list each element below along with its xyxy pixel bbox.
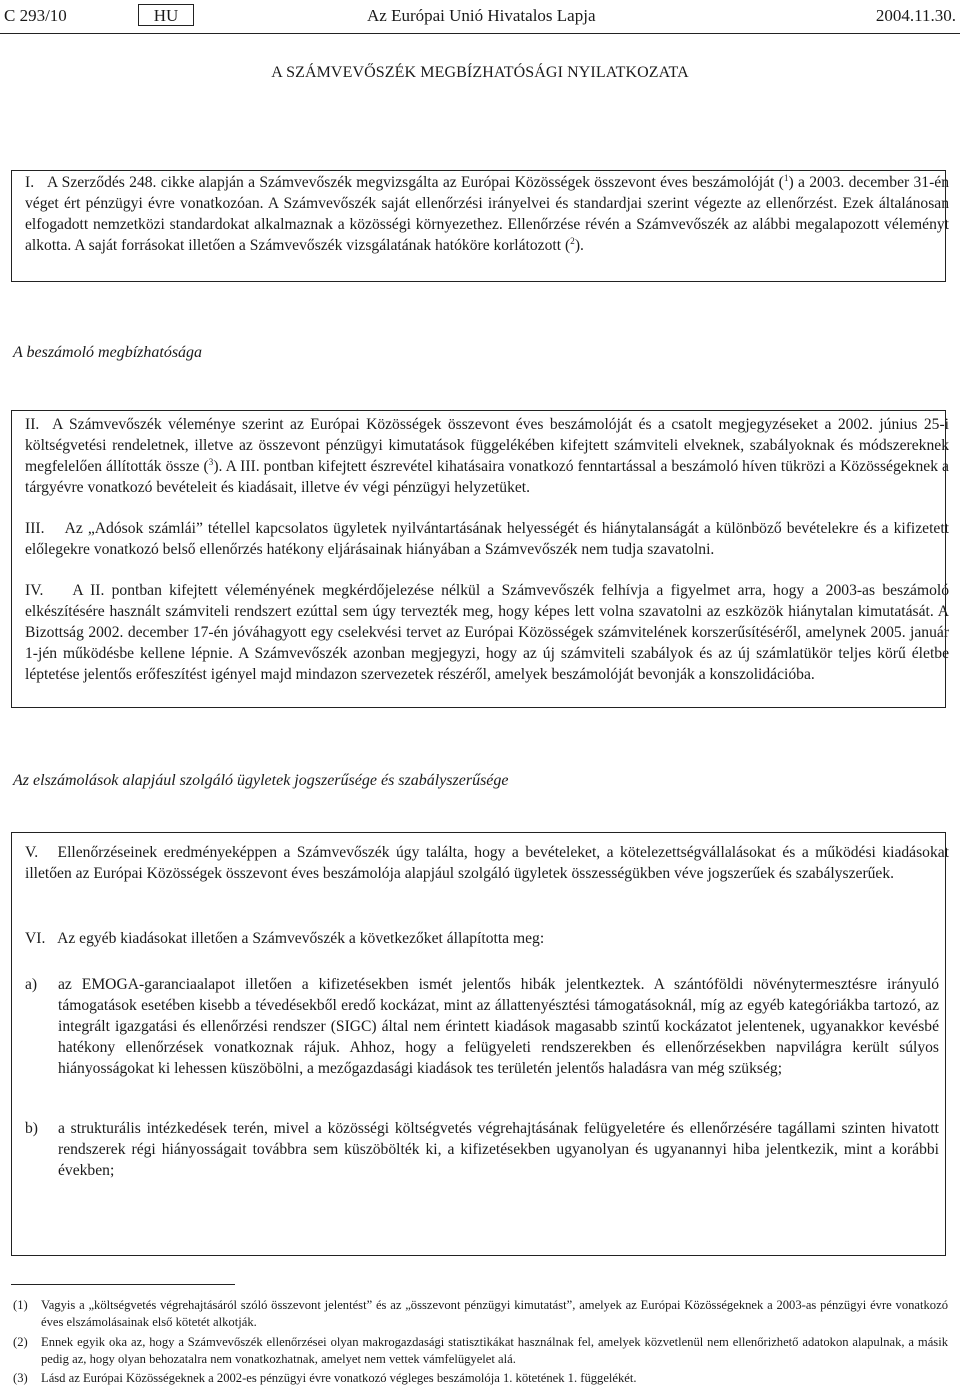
section-1-box [11, 170, 949, 282]
section-5-paragraph [25, 843, 949, 885]
footnote-1-label: (1) [13, 1298, 28, 1312]
journal-title: Az Európai Unió Hivatalos Lapja [367, 6, 596, 25]
footnote-2-text: Ennek egyik oka az, hogy a Számvevőszék ellenőrzései olyan makrogazdasági statisztikákat használnak fel, amelyek közvetlenül nem ellenőrizhető adatokon alapulnak, a másik pedig az, hogy olyan behozatalra nem vonatkozhatnak, amelyet nem vettek vámfelügyelet alá. [41, 1335, 948, 1366]
footnote-rule [11, 1284, 235, 1285]
section-6-item-b-label: b) [25, 1120, 38, 1137]
heading-legality: Az elszámolások alapjául szolgáló ügyletek jogszerűsége és szabályszerűsége [13, 772, 509, 789]
section-3-label: III. [25, 520, 45, 537]
document-title: A SZÁMVEVŐSZÉK MEGBÍZHATÓSÁGI NYILATKOZATA [271, 64, 689, 81]
section-2-text-a: A Számvevőszék véleménye szerint az Európai Közösségek összevont éves beszámolóját és a csatolt megjegyzéseket a 2002. június 25-i költségvetési rendeletnek, illetve az összevont pénzügyi kimutatások függelékében kifejtett számviteli elveknek, szabályoknak és módszereknek megfelelően állították össze ( [25, 416, 950, 475]
footnote-2-label: (2) [13, 1335, 28, 1349]
section-2-text-b: ). A III. pontban kifejtett észrevétel kihatásaira vonatkozó fenntartással a beszámoló híven tükrözi a Közösségeknek a tárgyévre vonatkozó bevételeit és kiadásait, illetve év végi pénzügyi helyzetüket. [25, 457, 949, 496]
footnote-ref-1[interactable]: 1 [783, 173, 789, 184]
page-header [0, 0, 960, 34]
section-5-6-box [11, 832, 949, 1256]
section-6-item-b-text: a strukturális intézkedések terén, mivel a közösségi költségvetés végrehajtásának felügyeletére és ellenőrzésére tagállami szinten hivatott rendszerek régi hiányosságait továbbra sem küszöbölték ki, a kifizetésekben ugyanolyan és ugyanannyi hiba jelentkezik, mint a korábbi években; [58, 1120, 939, 1179]
section-6-item-a-text: az EMOGA-garanciaalapot illetően a kifizetésekben ismét jelentős hibák jelentkeztek. A szántóföldi növénytermesztésre irányuló támogatások esetében kisebb a tévedésekből eredő kockázat, mint az állattenyésztési támogatásoknál, míg az egyéb kategóriákba tartozó, az integrált igazgatási és ellenőrzési rendszer (SIGC) által nem érintett kiadások magasabb szintű kockázatot jelentenek, ugyanakkor kevésbé hatékony ellenőrzések vonatkoznak rájuk. Ahhoz, hogy a felügyeleti rendszerekben és ellenőrzésekben napvilágra került súlyos hiányosságokat ki lehessen küszöbölni, a mezőgazdasági kiadások tes területén jelentős haladásra van még szükség; [58, 976, 939, 1077]
header-rule [0, 33, 960, 34]
section-2-4-box [11, 410, 950, 708]
footnote-1-text: Vagyis a „költségvetés végrehajtásáról szóló összevont jelentést” és az „összevont pénzügyi kimutatást”, amelyek az Európai Közösségeknek a 2003-as pénzügyi évre vonatkozó éves elszámolásainak első kötetét alkotják. [41, 1298, 948, 1329]
section-6-text: Az egyéb kiadásokat illetően a Számvevőszék a következőket állapította meg: [57, 930, 545, 947]
section-1-text-c: ). [574, 236, 584, 254]
publication-date: 2004.11.30. [875, 6, 956, 25]
section-1-paragraph [25, 173, 949, 257]
section-6-paragraph [25, 929, 949, 950]
section-4-text: A II. pontban kifejtett véleményének megkérdőjelezése nélkül a Számvevőszék felhívja a figyelmet arra, hogy a 2003-as beszámoló elkészítésére használt számviteli rendszert ezúttal sem úgy tervezték meg, hogy képes lett volna szavatolni az eszközök hiánytalan kimutatását. A Bizottság 2002. december 17-én jóváhagyott egy cselekvési tervet az Európai Közösségek számvitelének korszerűsítéséről, amelynek 2005. január 1-jén működésbe kellene lépnie. A Számvevőszék azonban megjegyzi, hogy az új számviteli szabályok és az új számlatükör teljes körű életbe léptetése jelentős erőfeszítést igényel majd mindazon szervezetek részéről, amelyek beszámolóját bevonják a konszolidációba. [25, 582, 950, 683]
section-2-paragraph [25, 415, 949, 499]
section-1-text-a: A Szerződés 248. cikke alapján a Számvevőszék megvizsgálta az Európai Közösségek összevont éves beszámolóját ( [46, 174, 784, 191]
section-2-label: II. [25, 416, 40, 433]
footnote-ref-3[interactable]: 3 [208, 457, 214, 468]
section-4-label: IV. [25, 582, 44, 599]
heading-reliability: A beszámoló megbízhatósága [13, 344, 203, 361]
section-6-label: VI. [25, 930, 46, 947]
language-badge: HU [138, 4, 194, 26]
section-4-paragraph [25, 581, 949, 686]
section-3-text: Az „Adósok számlái” tétellel kapcsolatos ügyletek nyilvántartásának helyességét és hiánytalanságát a különböző bevételekre és a kifizetett előlegekre vonatkozó belső ellenőrzés hatékony eljárásainak hiányában a Számvevőszék nem tudja szavatolni. [25, 520, 950, 558]
section-1-label: I. [25, 174, 35, 191]
footnote-ref-2[interactable]: 2 [570, 236, 575, 247]
section-3-paragraph [25, 519, 949, 561]
footnote-3-label: (3) [13, 1371, 28, 1385]
section-6-item-a-label: a) [25, 976, 38, 993]
section-1-text-b: ) a 2003. december 31-én véget ért pénzügyi évre vonatkozóan. A Számvevőszék saját ellenőrzési irányelvei és standardjai szerint végezte az ellenőrzést. Ezek általánosan elfogadott nemzetközi standardokat alkalmaznak a közösségi környezethez. Ellenőrzése révén a Számvevőszék az alábbi megalapozott véleményt alkotta. A saját forrásokat illetően a Számvevőszék vizsgálatának hatóköre korlátozott ( [25, 174, 949, 254]
section-5-text: Ellenőrzéseinek eredményeképpen a Számvevőszék úgy találta, hogy a bevételeket, a kötelezettségvállalásokat és a működési kiadásokat illetően az Európai Közösségek összevont éves beszámolója alapjául szolgáló ügyletek összességükben véve jogszerűek és szabályszerűek. [25, 844, 949, 882]
section-5-label: V. [25, 844, 39, 861]
footnote-3-text: Lásd az Európai Közösségeknek a 2002-es pénzügyi évre vonatkozó végleges beszámolója 1. kötetének 1. függelékét. [41, 1371, 637, 1385]
journal-reference: C 293/10 [4, 6, 67, 25]
